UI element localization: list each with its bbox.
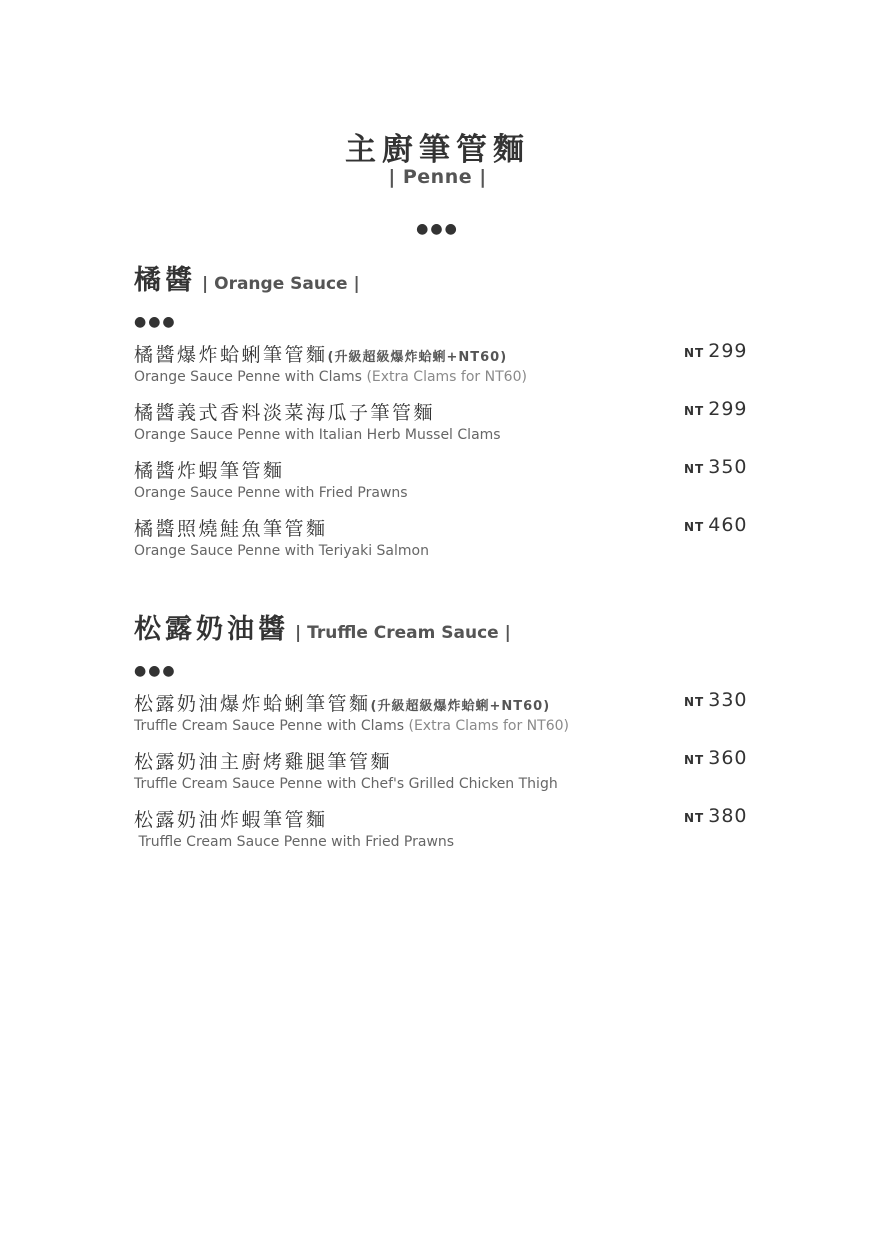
menu-item	[134, 805, 748, 850]
item-price	[684, 747, 748, 769]
section-title-en: | Orange Sauce |	[202, 274, 360, 294]
price-currency: NT	[684, 404, 705, 418]
item-name-zh: 橘醬義式香料淡菜海瓜子筆管麵	[134, 402, 436, 424]
item-price	[684, 689, 748, 711]
section-title-zh: 松露奶油醬	[134, 614, 289, 645]
item-price	[684, 340, 748, 362]
menu-item	[134, 514, 748, 559]
price-currency: NT	[684, 520, 705, 534]
title-divider-dots: ●●●	[416, 221, 459, 237]
price-amount: 330	[708, 689, 748, 711]
price-currency: NT	[684, 695, 705, 709]
item-name-en: Orange Sauce Penne with Clams	[134, 369, 362, 385]
item-name-en: Orange Sauce Penne with Italian Herb Mussel Clams	[134, 427, 501, 443]
price-amount: 299	[708, 398, 748, 420]
price-amount: 360	[708, 747, 748, 769]
item-name-en: Truffle Cream Sauce Penne with Clams	[134, 718, 405, 734]
menu-item	[134, 340, 748, 385]
menu-item	[134, 456, 748, 501]
item-name-zh: 松露奶油爆炸蛤蜊筆管麵	[134, 693, 371, 715]
item-name-zh: 橘醬炸蝦筆管麵	[134, 460, 285, 482]
section-orange-sauce	[134, 258, 754, 559]
item-name-en: Orange Sauce Penne with Teriyaki Salmon	[134, 543, 429, 559]
price-currency: NT	[684, 346, 705, 360]
item-name-zh: 松露奶油主廚烤雞腿筆管麵	[134, 751, 393, 773]
section-title-en: | Truffle Cream Sauce |	[295, 623, 511, 643]
page-subtitle: | Penne |	[388, 166, 487, 188]
item-note-zh: (升級超級爆炸蛤蜊+NT60)	[370, 699, 551, 714]
menu-item	[134, 398, 748, 443]
item-price	[684, 514, 748, 536]
item-name-zh: 松露奶油炸蝦筆管麵	[134, 809, 328, 831]
page-title: 主廚筆管麵	[345, 132, 530, 168]
section-truffle-cream-sauce	[134, 607, 754, 850]
price-amount: 299	[708, 340, 748, 362]
price-currency: NT	[684, 811, 705, 825]
section-divider-dots: ●●●	[134, 314, 177, 330]
section-heading	[134, 258, 754, 297]
price-amount: 350	[708, 456, 748, 478]
item-price	[684, 805, 748, 827]
item-name-en: Orange Sauce Penne with Fried Prawns	[134, 485, 408, 501]
item-note-en: (Extra Clams for NT60)	[408, 718, 569, 734]
price-amount: 460	[708, 514, 748, 536]
item-name-en: Truffle Cream Sauce Penne with Fried Prawns	[134, 834, 455, 850]
price-currency: NT	[684, 462, 705, 476]
item-note-en: (Extra Clams for NT60)	[366, 369, 527, 385]
item-name-en: Truffle Cream Sauce Penne with Chef's Grilled Chicken Thigh	[134, 776, 558, 792]
item-name-zh: 橘醬照燒鮭魚筆管麵	[134, 518, 328, 540]
menu-item	[134, 689, 748, 734]
section-divider-dots: ●●●	[134, 663, 177, 679]
section-title-zh: 橘醬	[134, 265, 196, 296]
item-name-zh: 橘醬爆炸蛤蜊筆管麵	[134, 344, 328, 366]
item-price	[684, 398, 748, 420]
menu-item	[134, 747, 748, 792]
section-heading	[134, 607, 754, 646]
item-note-zh: (升級超級爆炸蛤蜊+NT60)	[327, 350, 508, 365]
price-currency: NT	[684, 753, 705, 767]
price-amount: 380	[708, 805, 748, 827]
item-price	[684, 456, 748, 478]
